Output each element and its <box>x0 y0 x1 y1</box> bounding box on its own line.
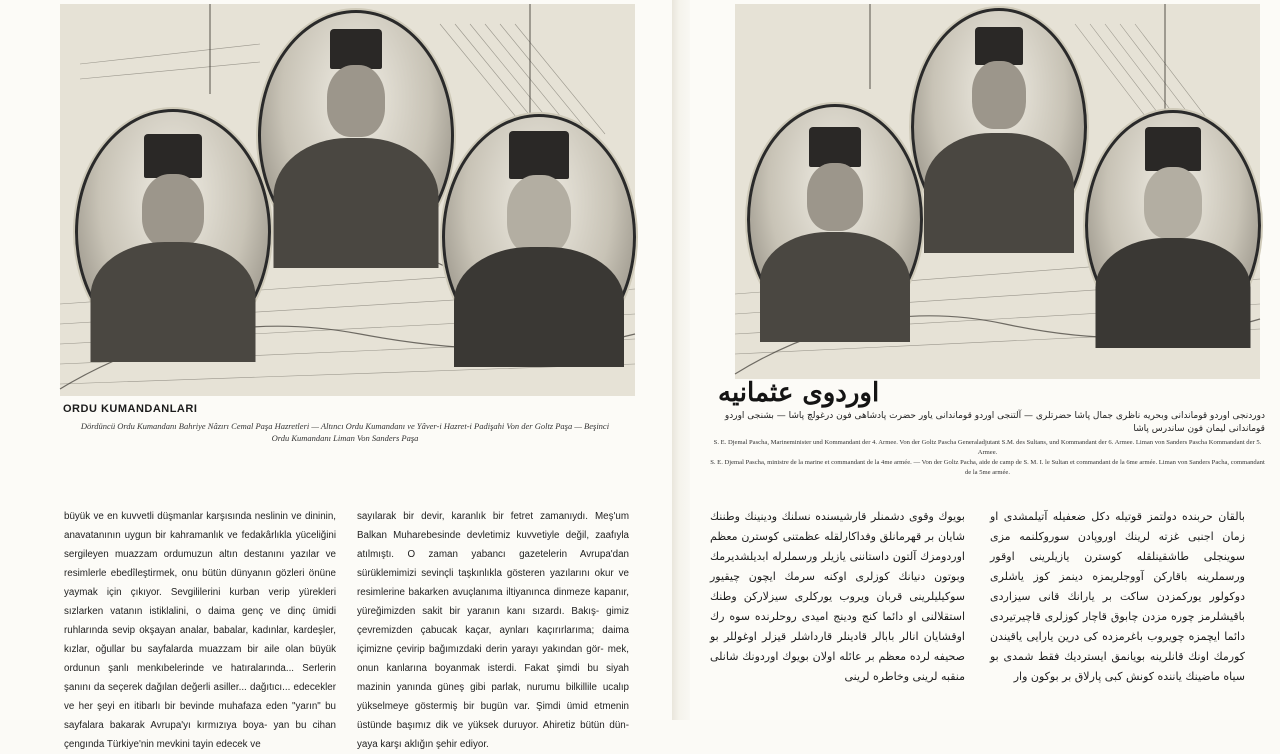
portrait-engraving-ottoman <box>735 4 1260 379</box>
portrait-right-ottoman <box>1085 110 1261 341</box>
caption-german-french <box>710 438 1265 478</box>
ottoman-column-2 <box>990 507 1245 687</box>
ottoman-caption: دوردنجى اوردو قوماندانى وبحريه ناظرى جمال پاشا حضرتلرى — آلتنجى اوردو قوماندانى ياور حضرت پادشاهى فون درغولچ پاشا — بشنجى اوردو قوماندانى ليمان فون ساندرس پاشا <box>724 411 1265 434</box>
caption-french: S. E. Djemal Pascha, ministre de la marine et commandant de la 4me armée. — Von der Goltz Pacha, aide de camp de S. M. I. le Sultan et commandant de la 6me armée. Liman von Sanders Pacha, commandant de la 5me armée. <box>710 459 1265 476</box>
portrait-left-ottoman <box>747 104 923 335</box>
column-2-text: sayılarak bir devir, karanlık bir fetret zamanıydı. Meş'um Balkan Muharebesinde devletimiz kuvvetiyle değil, zaafıyla atılmıştı. O zaman yabancı gazetelerin Avrupa'dan sürüklemimizi sevinçli taşkınlıkla gösteren yazılarını okur ve resimlerine bakarken avuçlanıma iltiyanınca dinmeze kapanır, yüreğimizden sakit bir yaranın kanı sızardı. Bakış- gimiz çevremizden çabucak kaçar, aynları kaçırırlarıma; daima içimizne çevirip bağımızdaki derin yarayı yakından gör- mek, onun kanlarına boyanmak isterdi. Fakat şimdi bu siyah mazinin yanında güneş gibi parlak, nurumu bilkillile ucalıp yükselmeye göstermiş bir bugün var. Şimdi ümid etmenin üstünde başımız dik ve yüksek duruyor. Ahiretiz bütün dün- yaya karşı aklığın şehir ediyor. <box>357 511 629 750</box>
text-column-2 <box>357 507 629 754</box>
column-1-text: büyük ve en kuvvetli düşmanlar karşısında neslinin ve dininin, anavatanının uygun bir kahramanlık ve fedakârlıkla yüceliğini sergileyen muazzam ordumuzun altın destanını yazılar ve resimlerle ebedîleştirmek, onu bütün dünyanın gözleri önüne yaymak için çıkıyor. Sevgililerini kurban verip yürekleri sızlarken vatanın istiklalini, o daima genç ve dinç ümidi ruhlarında sevip okşayan analar, babalar, kadınlar, kardeşler, kızlar, oğullar bu sayfalarda muazzam bir aile olan büyük ordunun şanlı menkıbelerinde ve hatıralarında... Serlerin şanını da seçerek dağılan değerli asiller... dağıtıcı... edecekler ve her şeyi en itibarlı bir bevinde muhafaza eden "yarın" bu sayfalara bakarak Avrupa'yı kırmızıya boya- yan bu cihan çengında Türkiye'nin mevkini tayin edecek ve <box>64 511 336 750</box>
portrait-center <box>258 10 454 261</box>
portrait-engraving <box>60 4 635 396</box>
right-page <box>690 0 1280 720</box>
portrait-left <box>75 109 271 355</box>
book-gutter <box>672 0 690 720</box>
ottoman-column-2-text: بالقان حربنده دولتمز قوتيله دكل ضعفيله آتيلمشدى او زمان اجنبى غزته لرينك اوروپادن سوروكلنمه مزى سوينجلى طاشقينلقله كوسترن يازيلرينى اوقور ورسملرينه باقاركن آووجلريمزه دينمز كوز ياشلرى دوكولور يوركمزدن ساكت بر يارانك قانى سيزاردى باقيشلرمز چوره مزدن چابوق قاچار كوزلرى قاچيرتيردى دائما ايچمزه چويروب باغرمزده كى درين يارايى ياقيندن كورمك اونك قانلرينه بويانمق ايسترديك فقط شمدى بو سياه ماضينك ياننده كونش كبى پارلاق بر بوكون وار <box>990 510 1245 683</box>
text-column-1 <box>64 507 336 754</box>
ottoman-title: اوردوى عثمانيه <box>718 378 880 408</box>
caption-german: S. E. Djemal Pascha, Marineminister und Kommandant der 4. Armee. Von der Goltz Pascha Generaladjutant S.M. des Sultans, und Kommandant der 6. Armee. Liman von Sanders Pascha Kommandant der 5. Armee. <box>713 439 1262 456</box>
caption-subtitle: Dördüncü Ordu Kumandanı Bahriye Nâzırı Cemal Paşa Hazretleri — Altıncı Ordu Kumandanı ve Yâver-i Hazret-i Padişahi Von der Goltz Paşa — Beşinci Ordu Kumandanı Liman Von Sanders Paşa <box>80 421 610 443</box>
portrait-right <box>442 114 636 360</box>
ottoman-column-1-text: بويوك وقوى دشمنلر قارشيسنده نسلنك ودينينك وطننك شايان بر قهرمانلق وفداكارلقله عظمتنى كوسترن معظم اوردومزك آلتون داستاننى يازيلر ورسملرله ابديلشديرمك وبوتون دنيانك كوزلرى اوكنه سرمك ايچون چيقيور سوكيليلرينى قربان ويروب يوركلرى سيزلاركن وطنك استقلالنى او دائما كنج ودينج اميدى روحلرنده سوه رك اوقشايان انالر بابالر قادينلر قارداشلر قيزلر اوغوللر بو صحيفه لرده معظم بر عائله اولان بويوك اوردونك شانلى منقبه لرينى وخاطره لرينى <box>710 510 965 683</box>
portrait-center-ottoman <box>911 8 1087 246</box>
caption-title: ORDU KUMANDANLARI <box>63 403 198 415</box>
ottoman-column-1 <box>710 507 965 687</box>
